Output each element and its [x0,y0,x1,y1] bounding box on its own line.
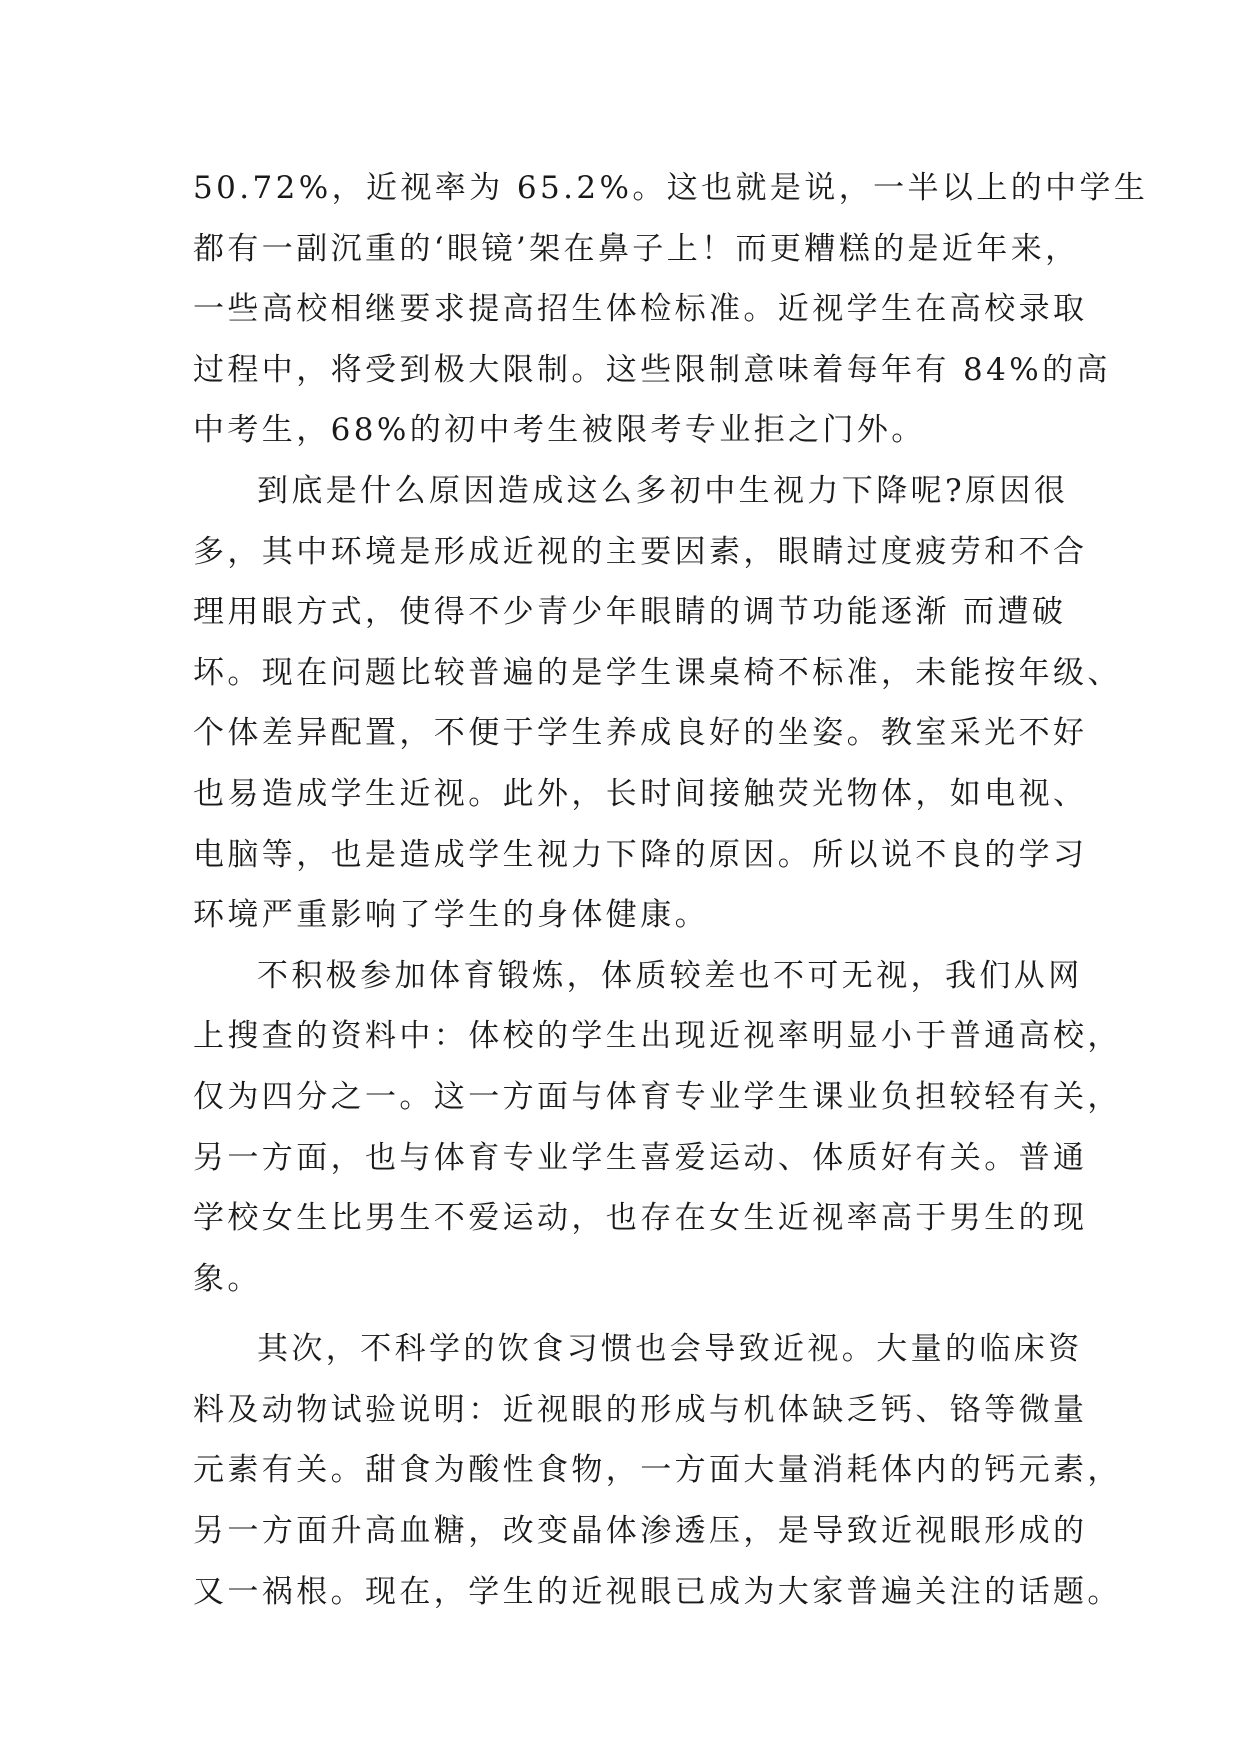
paragraph-4 [193,1319,1122,1622]
text-line: 多，其中环境是形成近视的主要因素，眼睛过度疲劳和不合 [193,533,1088,570]
text-line: 又一祸根。现在，学生的近视眼已成为大家普遍关注的话题。 [193,1573,1122,1610]
text-line: 50.72%，近视率为 65.2%。这也就是说，一半以上的中学生 [193,170,1149,206]
text-line: 仅为四分之一。这一方面与体育专业学生课业负担较轻有关， [193,1078,1122,1115]
text-line: 不积极参加体育锻炼，体质较差也不可无视，我们从网 [257,957,1083,994]
text-line: 电脑等，也是造成学生视力下降的原因。所以说不良的学习 [193,836,1088,873]
text-line: 过程中，将受到极大限制。这些限制意味着每年有 84%的高 [193,351,1111,388]
text-line: 其次，不科学的饮食习惯也会导致近视。大量的临床资 [257,1331,1083,1368]
paragraph-gap [193,1309,1063,1319]
text-line: 另一方面，也与体育专业学生喜爱运动、体质好有关。普通 [193,1139,1088,1176]
text-line: 中考生，68%的初中考生被限考专业拒之门外。 [193,412,926,449]
text-line: 象。 [193,1260,262,1297]
text-line: 元素有关。甜食为酸性食物，一方面大量消耗体内的钙元素， [193,1452,1122,1489]
document-body [193,158,1149,1622]
text-line: 个体差异配置，不便于学生养成良好的坐姿。教室采光不好 [193,715,1088,752]
text-line: 坏。现在问题比较普遍的是学生课桌椅不标准，未能按年级、 [193,654,1122,691]
paragraph-2 [193,461,1122,946]
text-line: 学校女生比男生不爱运动，也存在女生近视率高于男生的现 [193,1200,1088,1237]
text-line: 环境严重影响了学生的身体健康。 [193,897,709,934]
text-line: 到底是什么原因造成这么多初中生视力下降呢?原因很 [257,472,1069,509]
text-line: 另一方面升高血糖，改变晶体渗透压，是导致近视眼形成的 [193,1513,1088,1550]
text-line: 也易造成学生近视。此外，长时间接触荧光物体，如电视、 [193,775,1088,812]
paragraph-3 [193,946,1122,1310]
paragraph-1 [193,158,1149,461]
text-line: 上搜查的资料中：体校的学生出现近视率明显小于普通高校， [193,1018,1122,1055]
text-line: 都有一副沉重的‘眼镜’架在鼻子上！而更糟糕的是近年来， [193,230,1080,267]
text-line: 一些高校相继要求提高招生体检标准。近视学生在高校录取 [193,291,1088,328]
text-line: 理用眼方式，使得不少青少年眼睛的调节功能逐渐 而遭破 [193,594,1067,631]
text-line: 料及动物试验说明：近视眼的形成与机体缺乏钙、铬等微量 [193,1391,1088,1428]
